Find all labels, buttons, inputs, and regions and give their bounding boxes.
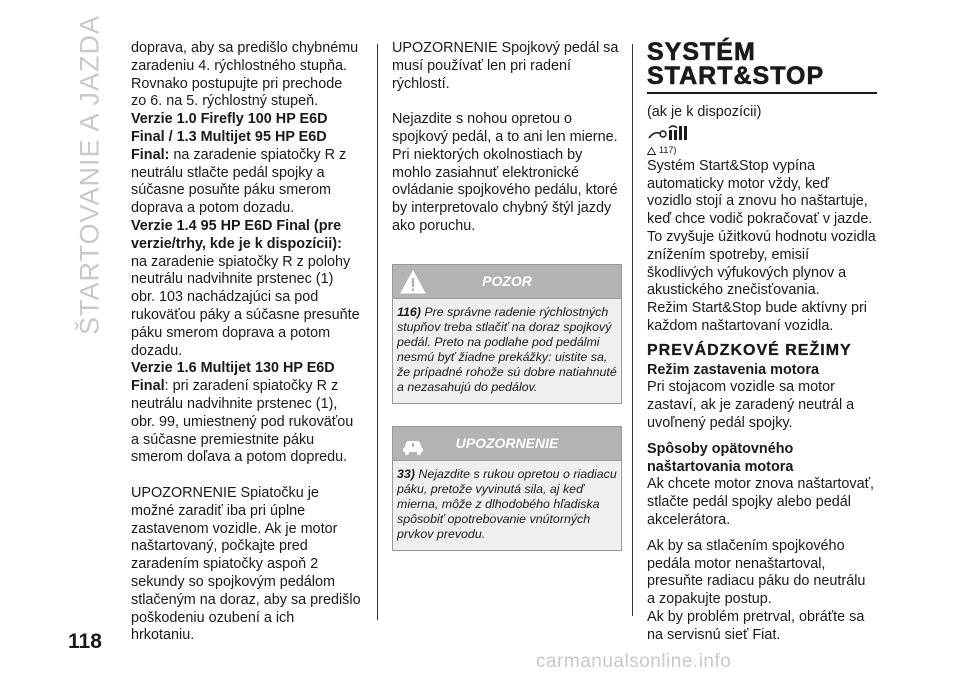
section-title <box>647 40 877 88</box>
paragraph-text: : pri zaradení spiatočky R z neutrálu nadvihnite prstenec (1), obr. 99, umiestnený pod rukoväťou a súčasne premiestnite páku smerom doľava a potom dopredu. <box>131 378 354 466</box>
page-number: 118 <box>68 630 102 653</box>
paragraph: UPOZORNENIE Spojkový pedál sa musí používať len pri radení rýchlostí. <box>392 40 619 92</box>
version-heading: Verzie 1.6 Multijet 130 HP E6D Final <box>131 360 335 395</box>
column-divider <box>632 44 633 616</box>
reference-row <box>647 144 877 158</box>
paragraph-text: na zaradenie spiatočky R z polohy neutrálu nadvihnite prstenec (1) obr. 103 nachádzajúci sa pod rukoväťou páky a súčasne presuňte páku smerom doprava a potom dozadu. <box>131 253 360 359</box>
column-divider <box>377 44 378 620</box>
paragraph: Ak chcete motor znova naštartovať, stlačte pedál spojky alebo pedál akcelerátora. <box>647 476 874 528</box>
warning-triangle-icon <box>647 147 656 155</box>
warning-box-body <box>393 299 621 403</box>
version-heading: Verzie 1.4 95 HP E6D Final (pre verzie/trhy, kde je k dispozícii): <box>131 217 342 252</box>
notice-box-body <box>393 461 621 550</box>
notice-box-header <box>393 427 621 461</box>
title-rule <box>647 92 877 94</box>
notice-box-title: UPOZORNENIE <box>455 434 559 451</box>
paragraph: Systém Start&Stop vypína automaticky motor vždy, keď vozidlo stojí a znovu ho naštartuje, keď chce vodič pokračovať v jazde. <box>647 157 873 228</box>
note-number: 33) <box>397 466 415 481</box>
paragraph: Ak by sa stlačením spojkového pedála motor nenaštartoval, presuňte radiacu páku do neutrálu a zopakujte postup. <box>647 537 866 608</box>
subheading: Spôsoby opätovného naštartovania motora <box>647 440 794 475</box>
start-stop-icon <box>647 122 693 142</box>
section-title-line-2: START&STOP <box>647 62 825 90</box>
paragraph: Nejazdite s nohou opretou o spojkový pedál, a to ani len mierne. Pri niektorých okolnostiach by mohlo zasiahnuť elektronické ovládanie spojkového pedálu, ktoré by interpretovalo chybný štýl jazdy ako poruchu. <box>392 111 618 234</box>
notice-box <box>392 426 622 551</box>
paragraph: To zvyšuje úžitkovú hodnotu vozidla znížením spotreby, emisií škodlivých výfukových plynov a akustického znečisťovania. <box>647 228 876 299</box>
note-number: 116) <box>397 304 421 319</box>
warning-box-title: POZOR <box>482 272 532 289</box>
warning-box <box>392 264 622 404</box>
section-side-title-text: ŠTARTOVANIE A JAZDA <box>74 14 105 336</box>
column-3 <box>647 40 877 645</box>
paragraph <box>131 111 361 218</box>
paragraph: Pri stojacom vozidle sa motor zastaví, ak je zaradený neutrál a uvoľnený pedál spojky. <box>647 379 855 431</box>
availability-note: (ak je k dispozícii) <box>647 104 762 120</box>
subsection-title: PREVÁDZKOVÉ REŽIMY <box>647 341 852 359</box>
paragraph: Rovnako postupujte pri prechode zo 6. na 5. rýchlostný stupeň. <box>131 75 343 110</box>
paragraph: doprava, aby sa predišlo chybnému zaradeniu 4. rýchlostného stupňa. <box>131 40 359 74</box>
watermark: carmanualsonline.info <box>536 651 732 672</box>
notice-text: Nejazdite s rukou opretou o riadiacu páku, pretože vyvinutá sila, aj keď mierna, môže z dlhodobého hľadiska spôsobiť opotrebovanie vnútorných prvkov prevodu. <box>397 466 617 541</box>
section-side-title <box>60 14 120 336</box>
paragraph <box>131 218 361 360</box>
version-heading: Verzie 1.0 Firefly 100 HP E6D Final / 1.3 Multijet 95 HP E6D Final: <box>131 111 328 163</box>
paragraph: UPOZORNENIE Spiatočku je možné zaradiť iba pri úplne zastavenom vozidle. Ak je motor naštartovaný, počkajte pred zaradením spiatočky aspoň 2 sekundy so spojkovým pedálom stlačeným na doraz, aby sa predišlo poškodeniu ozubení a ich hrkotaniu. <box>131 484 361 644</box>
paragraph-text: na zaradenie spiatočky R z neutrálu stlačte pedál spojky a súčasne posuňte páku smerom doprava a potom dozadu. <box>131 146 347 217</box>
paragraph: Ak by problém pretrval, obráťte sa na servisnú sieť Fiat. <box>647 608 865 643</box>
paragraph <box>131 360 361 467</box>
column-1 <box>131 40 361 645</box>
warning-text: Pre správne radenie rýchlostných stupňov treba stlačiť na doraz spojkový pedál. Preto na podlahe pod pedálmi nesmú byť žiadne prekážky: uistite sa, že prípadné rohože sú dobre natiahnuté a nezasahujú do pedálov. <box>397 304 617 394</box>
column-2 <box>392 40 622 551</box>
icon-row <box>647 122 877 144</box>
paragraph: Režim Start&Stop bude aktívny pri každom naštartovaní vozidla. <box>647 300 867 334</box>
section-title-line-1: SYSTÉM <box>647 38 756 66</box>
reference-number: 117) <box>659 144 677 155</box>
subheading: Režim zastavenia motora <box>647 361 819 378</box>
warning-box-header <box>393 265 621 299</box>
